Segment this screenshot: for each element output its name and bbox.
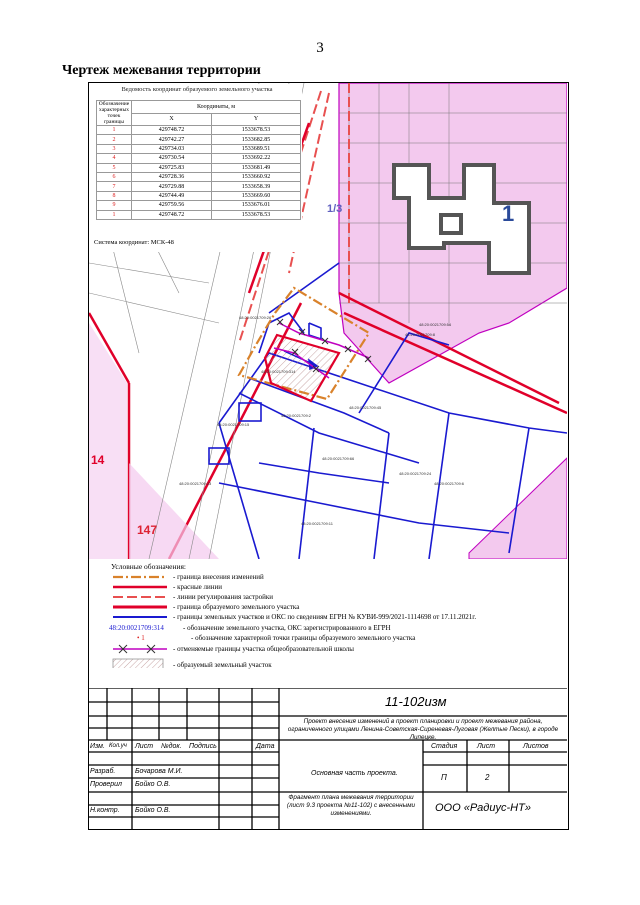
legend-item-egrn-boundaries: - границы земельных участков и ОКС по сведениям ЕГРН № КУВИ-999/2021-1114698 от 17.11.2021г.	[173, 613, 477, 621]
coord-row	[97, 163, 301, 172]
parcel-label: 48:20:0021709:6	[434, 481, 465, 486]
coord-cell-x: 429734.03	[132, 144, 212, 153]
new-parcel	[265, 335, 339, 401]
company-name: ООО «Радиус-НТ»	[435, 802, 531, 814]
coord-row	[97, 182, 301, 191]
legend-item-point: • 1 - обозначение характерной точки границы образуемого земельного участка	[137, 634, 416, 642]
coord-cell-n: 3	[97, 144, 132, 153]
coord-cell-n: 7	[97, 182, 132, 191]
name-checker: Бойко О.В.	[135, 781, 171, 788]
coord-cell-y: 1533678.53	[211, 126, 300, 135]
pink-zone-lower	[469, 458, 567, 559]
legend-item-regulation-lines: - линии регулирования застройки	[173, 593, 274, 601]
col-header-kol: Кол.уч	[109, 743, 127, 749]
name-developer: Бочарова М.И.	[135, 768, 183, 775]
sheet-value: 2	[485, 773, 490, 782]
coord-cell-x: 429728.36	[132, 172, 212, 181]
coord-row	[97, 135, 301, 144]
coord-cell-n: 1	[97, 210, 132, 219]
legend	[89, 560, 567, 690]
coord-row	[97, 191, 301, 200]
coord-cell-y: 1533678.53	[211, 210, 300, 219]
col-coords-header: Координаты, м	[132, 101, 301, 114]
coord-cell-x: 429729.88	[132, 182, 212, 191]
coordinate-system: Система координат: МСК-48	[94, 239, 174, 246]
coord-cell-y: 1533660.92	[211, 172, 300, 181]
col-header-izm: Изм.	[90, 743, 105, 750]
name-ncontrol: Бойко О.В.	[135, 807, 171, 814]
sheets-label: Листов	[523, 743, 549, 750]
coord-row	[97, 201, 301, 210]
cadastral-map	[89, 83, 567, 559]
legend-title: Условные обозначения:	[111, 562, 187, 571]
coord-cell-y: 1533676.01	[211, 201, 300, 210]
coordinates-table	[96, 100, 301, 220]
coord-cell-y: 1533681.49	[211, 163, 300, 172]
col-point-header: Обозначение характерных точек границы	[97, 101, 132, 126]
legend-item-cancelled-boundary: - отменяемые границы участка общеобразовательной школы	[111, 644, 561, 654]
parcel-label: 48:20:0021709:15	[217, 422, 250, 427]
part-title: Основная часть проекта.	[311, 770, 398, 777]
role-checker: Проверил	[90, 781, 122, 788]
parcel-label: 48:20:0021709:2	[281, 413, 312, 418]
drawing-code: 11-102изм	[385, 694, 447, 709]
coord-cell-n: 4	[97, 154, 132, 163]
coord-cell-y: 1533669.60	[211, 191, 300, 200]
coord-cell-y: 1533658.39	[211, 182, 300, 191]
legend-item-parcel-code: 48:20:0021709:314 - обозначение земельного участка, ОКС зарегистрированного в ЕГРН	[109, 624, 391, 632]
coord-cell-x: 429748.72	[132, 126, 212, 135]
parcel-label: 48:20:0021709:66	[322, 456, 355, 461]
legend-item-new-parcel-boundary: - граница образуемого земельного участка	[173, 603, 300, 611]
coord-cell-n: 2	[97, 135, 132, 144]
coord-cell-x: 429725.83	[132, 163, 212, 172]
coord-cell-n: 8	[97, 191, 132, 200]
coord-cell-x: 429742.27	[132, 135, 212, 144]
coord-cell-n: 6	[97, 172, 132, 181]
zone-label: 14	[91, 453, 105, 467]
parcel-label: 48:20:0021709:314	[261, 369, 296, 374]
col-header-doc: №док.	[161, 743, 182, 750]
coord-cell-x: 429759.56	[132, 201, 212, 210]
zone-label: 1/3	[327, 203, 343, 215]
drawing-title: Фрагмент плана межевания территории (лист 9.3 проекта №11-102) с внесенными изменениями.	[286, 794, 416, 817]
coord-cell-y: 1533689.51	[211, 144, 300, 153]
parcel-label: 48:20:0021709:56	[419, 322, 452, 327]
coord-cell-n: 1	[97, 126, 132, 135]
col-header-sign: Подпись	[189, 743, 217, 750]
stage-value: П	[441, 773, 447, 782]
coord-cell-y: 1533692.22	[211, 154, 300, 163]
coordinates-table-panel	[90, 84, 302, 252]
parcel-label: 48:20:0021709:11	[301, 521, 333, 526]
col-y-header: Y	[211, 113, 300, 126]
coord-cell-n: 5	[97, 163, 132, 172]
parcel-label: 48:20:0021709:23	[179, 481, 212, 486]
legend-item-change-boundary: - граница внесения изменений	[173, 573, 264, 581]
stage-label: Стадия	[431, 743, 458, 750]
coord-row	[97, 144, 301, 153]
legend-item-hatch: - образуемый земельный участок	[111, 658, 561, 672]
coord-row	[97, 172, 301, 181]
role-ncontrol: Н.контр.	[90, 807, 120, 814]
coord-row	[97, 126, 301, 135]
col-header-date: Дата	[256, 743, 275, 750]
legend-item-red-lines: - красные линии	[173, 583, 222, 591]
page-heading: Чертеж межевания территории	[62, 63, 261, 78]
parcel-label: 48:20:0021709:45	[349, 405, 382, 410]
project-title: Проект внесения изменений в проект планировки и проект межевания района, ограниченного улицами Ленина-Советская-Сиреневая-Луговая (Желтые Пески), в городе Липецке.	[287, 718, 559, 741]
coord-cell-x: 429748.72	[132, 210, 212, 219]
coord-row	[97, 154, 301, 163]
role-developer: Разраб.	[90, 768, 116, 775]
col-x-header: X	[132, 113, 212, 126]
coord-cell-x: 429744.49	[132, 191, 212, 200]
zone-label: 1	[502, 201, 515, 226]
col-header-list: Лист	[135, 743, 154, 750]
coord-row	[97, 210, 301, 219]
title-block	[89, 688, 567, 829]
zone-label: 147	[137, 523, 158, 537]
coord-cell-y: 1533682.85	[211, 135, 300, 144]
sheet-label: Лист	[477, 743, 496, 750]
parcel-label: 48:20:0021709:24	[399, 471, 432, 476]
parcel-label: 48:20:0021709:26	[239, 315, 272, 320]
page-number: 3	[316, 40, 324, 56]
coordinates-table-caption: Ведомость координат образуемого земельного участка	[121, 86, 273, 93]
coord-cell-x: 429730.54	[132, 154, 212, 163]
parcel-label: 48:20:0021709:8	[405, 332, 436, 337]
coord-cell-n: 9	[97, 201, 132, 210]
